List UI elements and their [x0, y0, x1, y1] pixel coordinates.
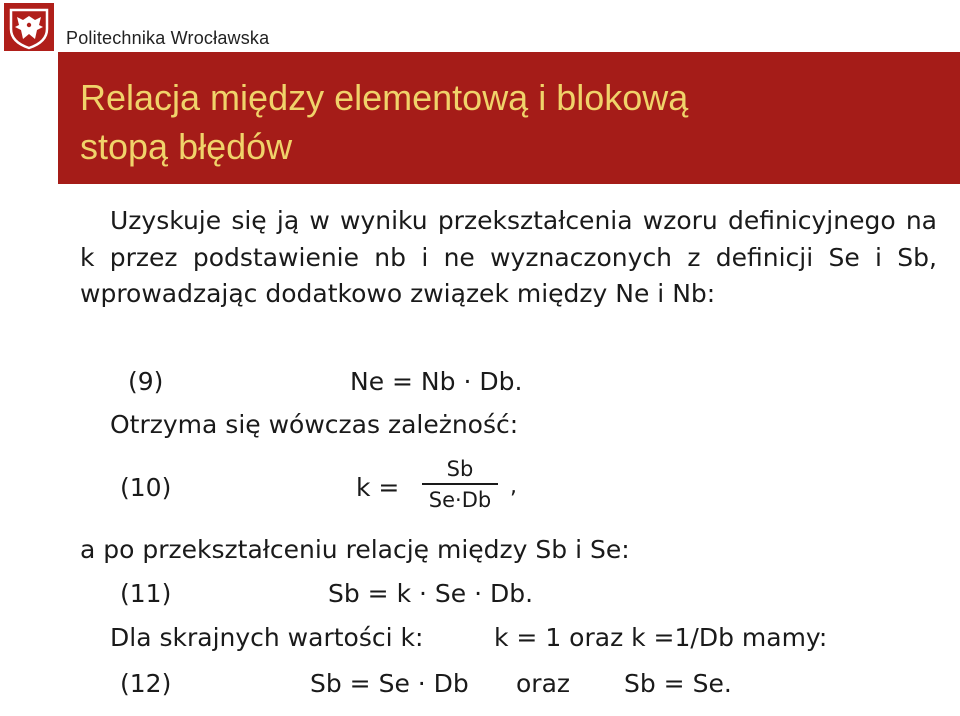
eq11-label: (11) — [120, 579, 172, 608]
title-line-2: stopą błędów — [80, 126, 293, 167]
intro-paragraph — [80, 203, 937, 313]
eq11-expression: Sb = k · Se · Db. — [328, 579, 534, 608]
eq12-left: Sb = Se · Db — [310, 669, 469, 698]
title-band — [58, 52, 960, 184]
eq12-oraz: oraz — [516, 669, 571, 698]
eq10-lhs: k = — [356, 473, 400, 502]
eq9-expression: Ne = Nb · Db. — [350, 367, 523, 396]
po-przeksztalceniu-line: a po przekształceniu relację między Sb i Se: — [80, 535, 630, 564]
eq10-label: (10) — [120, 473, 172, 502]
eagle-crest-icon — [4, 3, 54, 51]
fraction-bar — [422, 483, 498, 485]
title-line-1: Relacja między elementową i blokową — [80, 77, 689, 118]
intro-text: Uzyskuje się ją w wyniku przekształcenia wzoru definicyjnego na k przez podstawienie nb i ne wyznaczonych z definicji Se i Sb, wprowadzając dodatkowo związek między Ne i Nb: — [80, 206, 937, 308]
eq10-fraction — [420, 456, 500, 513]
eq9-label: (9) — [128, 367, 164, 396]
dla-skrajnych-condition: k = 1 oraz k =1/Db mamy: — [494, 623, 828, 652]
slide-content — [58, 184, 960, 716]
otrzyma-line: Otrzyma się wówczas zależność: — [110, 410, 519, 439]
university-name: Politechnika Wrocławska — [66, 28, 270, 48]
slide-title — [80, 73, 688, 171]
eq12-label: (12) — [120, 669, 172, 698]
left-margin — [0, 184, 58, 716]
eq10-numerator: Sb — [446, 457, 474, 481]
eq10-denominator: Se·Db — [428, 488, 492, 512]
header — [0, 0, 960, 54]
eq12-right: Sb = Se. — [624, 669, 732, 698]
dla-skrajnych-line: Dla skrajnych wartości k: — [110, 623, 424, 652]
eq10-comma: , — [510, 474, 517, 499]
